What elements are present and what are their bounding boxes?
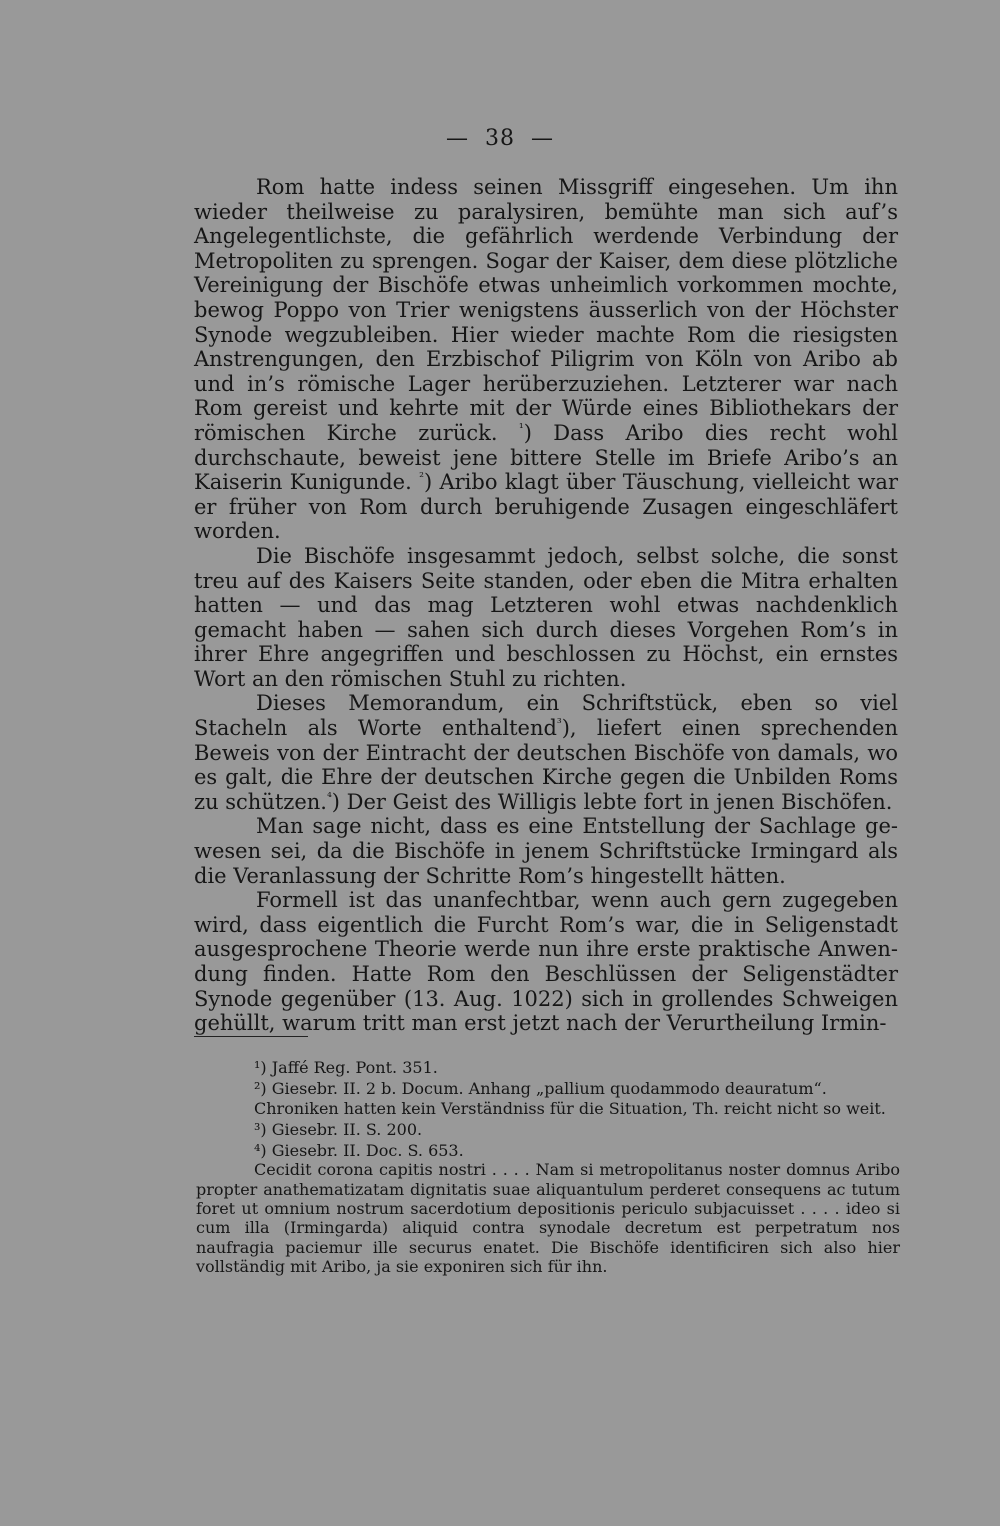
body-text-run: ) Aribo klagt über Täuschung, vielleicht war er früher von Rom durch beruhigende Zusagen eingeschläfert worden. bbox=[194, 470, 898, 544]
body-paragraph bbox=[194, 888, 898, 1036]
footnote-separator bbox=[194, 1036, 308, 1037]
footnote bbox=[196, 1058, 900, 1077]
footnote-marker: ² bbox=[419, 470, 424, 485]
body-text-run: ) Der Geist des Willigis lebte fort in jenen Bischöfen. bbox=[331, 789, 893, 814]
footnote-text: ³) Giesebr. II. S. 200. bbox=[254, 1119, 423, 1139]
page-number: — 38 — bbox=[446, 126, 554, 151]
body-paragraph bbox=[194, 691, 898, 814]
footnote bbox=[196, 1120, 900, 1139]
body-text-run: Rom hatte indess seinen Missgriff eingesehen. Um ihn wieder theilweise zu paralysiren, bemühte man sich auf’s Angelegentlichste, die gefährlich werdende Verbindung der Metropoliten zu sprengen. Sogar der Kaiser, dem diese plötzliche Vereinigung der Bischöfe etwas unheimlich vorkommen mochte, bewog Poppo von Trier wenigstens äusserlich von der Höchster Synode wegzubleiben. Hier wieder machte Rom die riesigsten Anstrengungen, den Erzbischof Piligrim von Köln von Aribo ab und in’s römische Lager herüberzuziehen. Letzterer war nach Rom gereist und kehrte mit der Würde eines Bibliothekars der römischen Kirche zurück. bbox=[194, 175, 898, 445]
body-paragraph bbox=[194, 814, 898, 888]
body-text-run: ), liefert einen sprechenden Beweis von der Eintracht der deutschen Bischöfe von damals, wo es galt, die Ehre der deutschen Kirche gegen die Unbilden Roms zu schützen. bbox=[194, 716, 898, 814]
body-text-run: Formell ist das unanfechtbar, wenn auch gern zugegeben wird, dass eigentlich die Furcht Rom’s war, die in Seligenstadt ausgesprochene Theorie werde nun ihre erste praktische Anwendung finden. Hatte Rom den Beschlüssen der Seligenstädter Synode gegenüber (13. Aug. 1022) sich in grollendes Schweigen gehüllt, warum tritt man erst jetzt nach der Verurtheilung Irmin- bbox=[194, 888, 898, 1036]
body-text-run: Dieses Memorandum, ein Schriftstück, eben so viel Stacheln als Worte enthaltend bbox=[194, 691, 898, 741]
footnote-text: ¹) Jaffé Reg. Pont. 351. bbox=[254, 1058, 438, 1077]
footnote-marker: ⁴ bbox=[326, 789, 332, 804]
footnote bbox=[196, 1141, 900, 1276]
footnote-text: Chroniken hatten kein Verständniss für die Situation, Th. reicht nicht so weit. bbox=[254, 1098, 886, 1118]
footnote-text: ⁴) Giesebr. II. Doc. S. 653. bbox=[254, 1141, 464, 1161]
footnote-text: Cecidit corona capitis nostri . . . . Nam si metropolitanus noster domnus Aribo propter anathematizatam dignitatis suae aliquantulum perderet consequens ac tutum foret ut omnium nostrum sacerdotium depositionis periculo subjacuisset . . . . ideo si cum illa (Irmingarda) aliquid contra synodale decretum est perpetratum nos naufragia paciemur ille securus enatet. Die Bischöfe identificiren sich also hier vollständig mit Aribo, ja sie exponiren sich für ihn. bbox=[196, 1160, 900, 1276]
footnote bbox=[196, 1079, 900, 1118]
footnote-text: ²) Giesebr. II. 2 b. Docum. Anhang „pallium quodammodo deauratum“. bbox=[254, 1079, 827, 1099]
body-paragraph bbox=[194, 175, 898, 544]
body-text-run: ) Dass Aribo dies recht wohl durchschaute, beweist jene bittere Stelle im Briefe Aribo’s an Kaiserin Kunigunde. bbox=[194, 420, 898, 495]
body-paragraph bbox=[194, 544, 898, 692]
body-text-run: Man sage nicht, dass es eine Entstellung der Sachlage gewesen sei, da die Bischöfe in jenem Schriftstücke Irmingard als die Veranlassung der Schritte Rom’s hingestellt hätten. bbox=[194, 814, 898, 888]
footnote-marker: ³ bbox=[556, 716, 562, 731]
main-text bbox=[194, 175, 898, 1036]
footnotes bbox=[196, 1058, 900, 1276]
body-text-run: Die Bischöfe insgesammt jedoch, selbst solche, die sonst treu auf des Kaisers Seite standen, oder eben die Mitra erhalten hatten — und das mag Letzteren wohl etwas nachdenklich gemacht haben — sahen sich durch dieses Vorgehen Rom’s in ihrer Ehre angegriffen und beschlossen zu Höchst, ein ernstes Wort an den römischen Stuhl zu richten. bbox=[194, 543, 898, 691]
footnote-marker: ¹ bbox=[518, 420, 524, 435]
